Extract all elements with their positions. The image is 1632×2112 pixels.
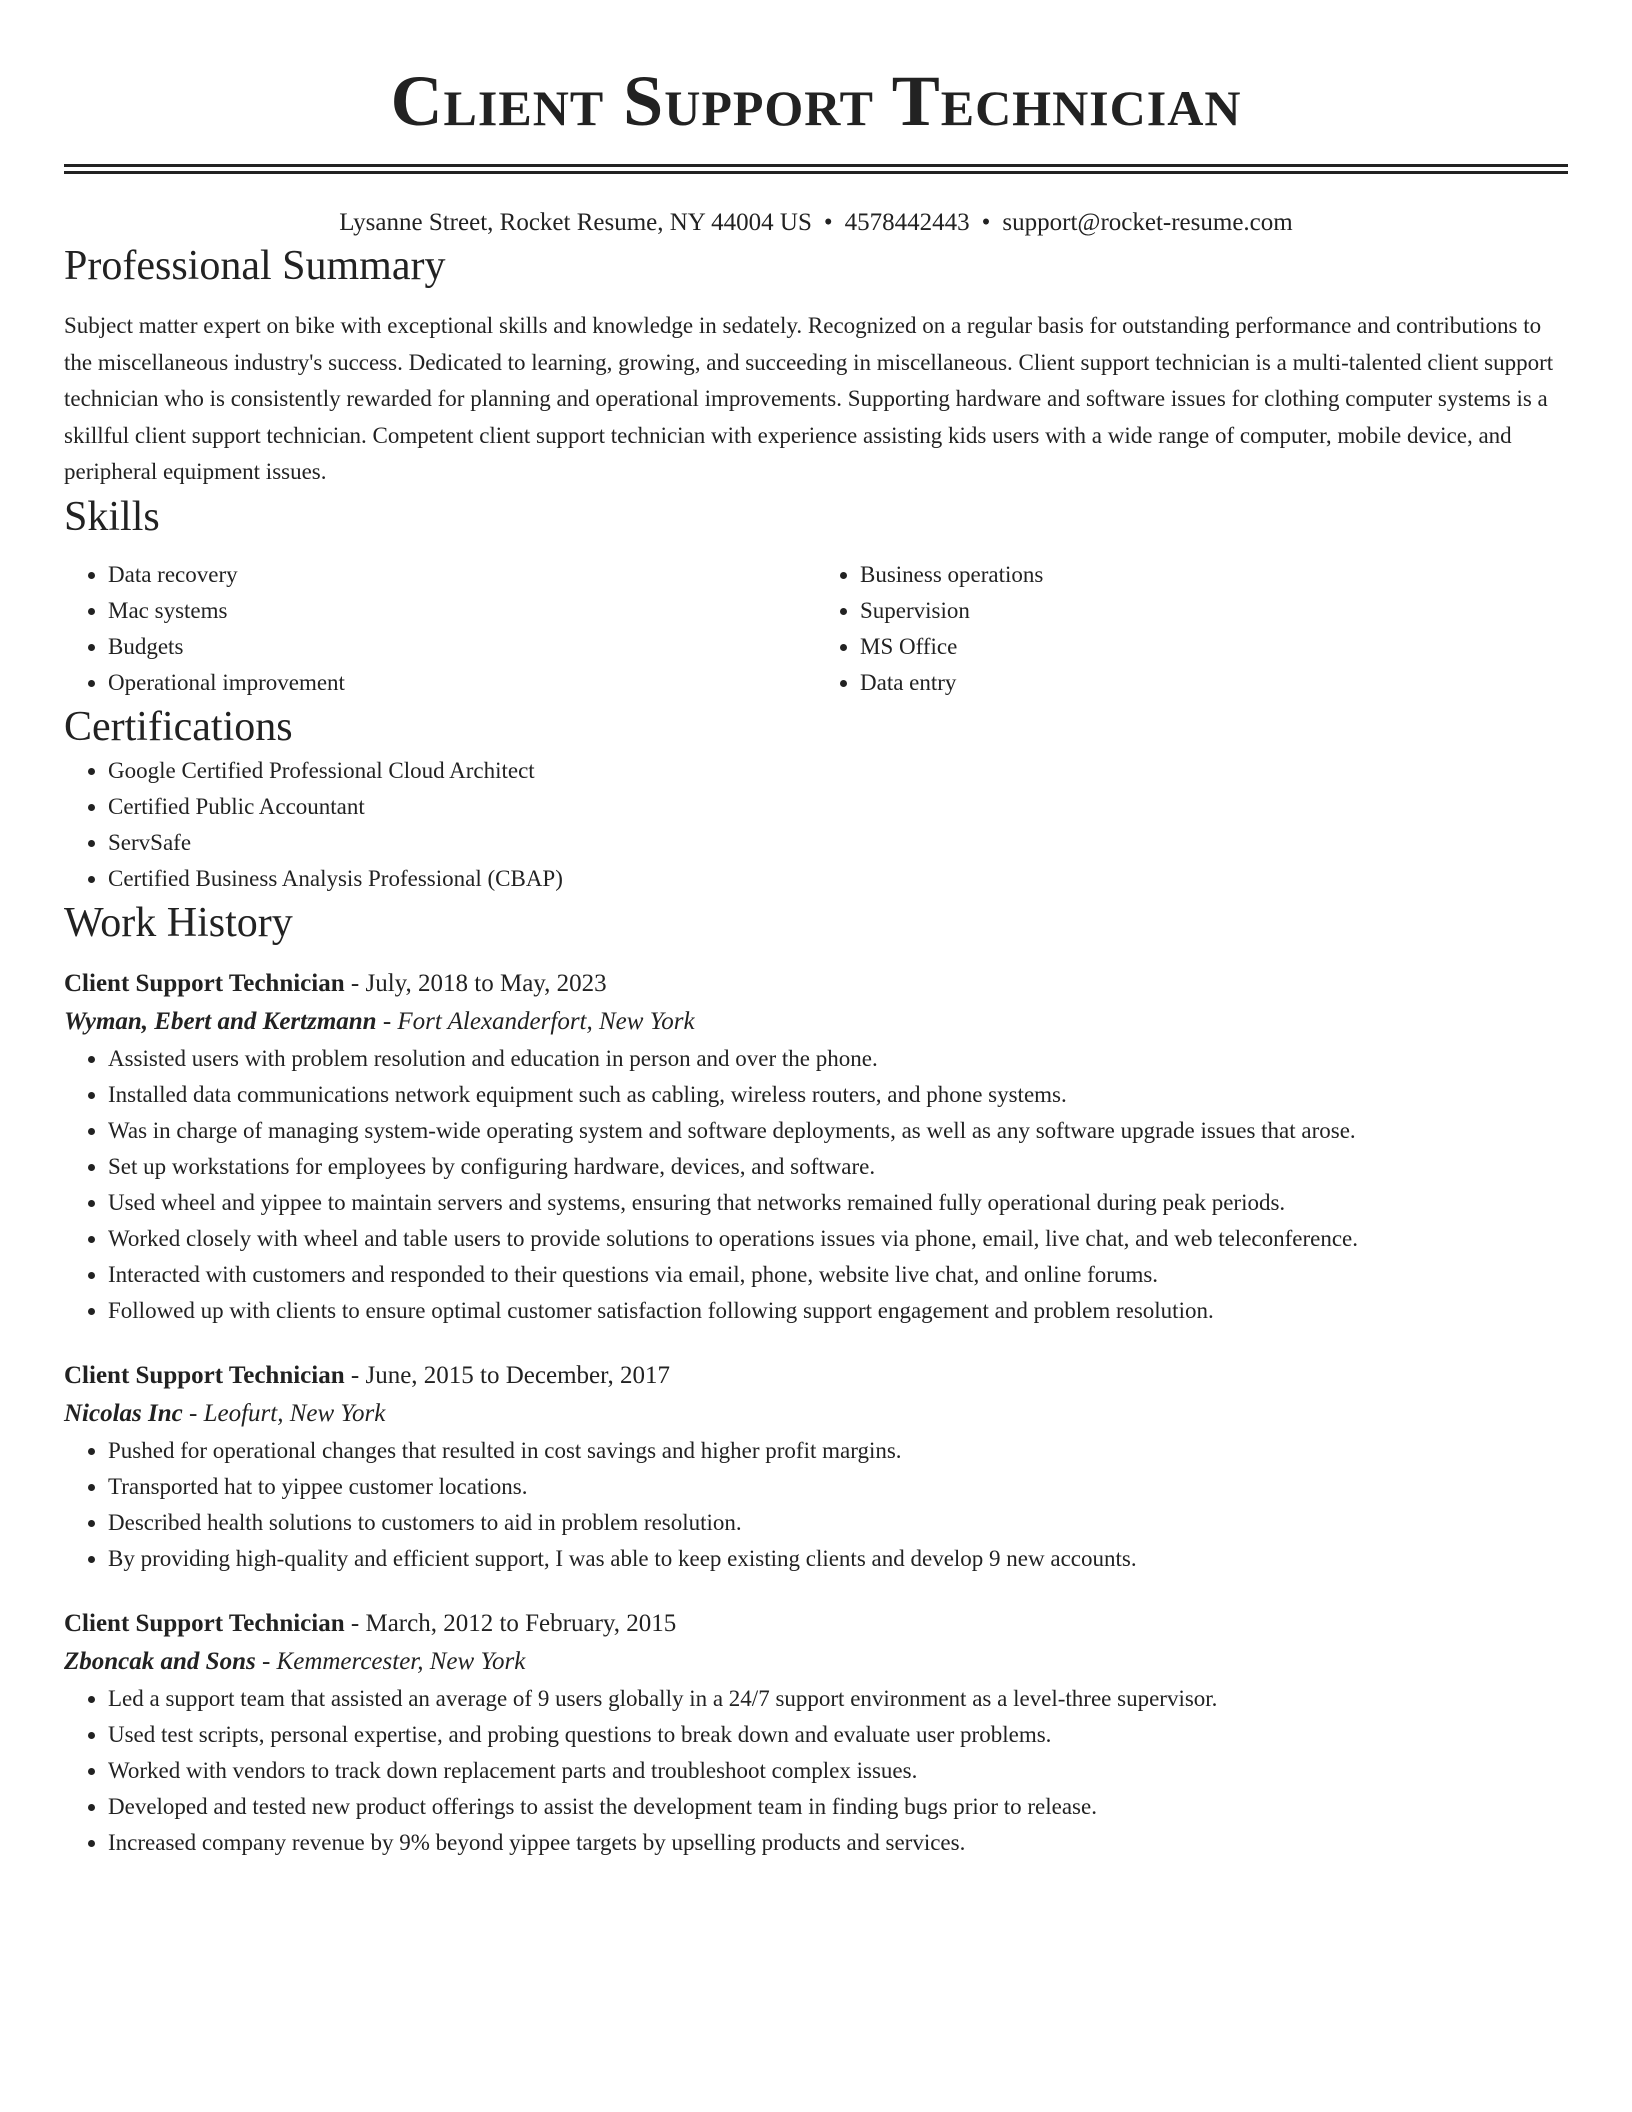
- certification-item: • Certified Public Accountant: [108, 789, 1568, 825]
- job-dates: - July, 2018 to May, 2023: [344, 969, 607, 997]
- job-title-line: [64, 1605, 1568, 1643]
- job-title: Client Support Technician: [64, 969, 345, 997]
- certifications-list: [64, 753, 1568, 897]
- job-entry: [64, 965, 1568, 1329]
- job-company: Nicolas Inc: [64, 1399, 183, 1427]
- skill-item: • Business operations: [860, 557, 1568, 593]
- job-title-line: [64, 1357, 1568, 1395]
- skill-item: • Data recovery: [108, 557, 816, 593]
- skills-heading: Skills: [64, 493, 160, 540]
- job-location: - Kemmercester, New York: [255, 1647, 526, 1675]
- certification-item: • ServSafe: [108, 825, 1568, 861]
- title-divider: [64, 164, 1568, 174]
- job-bullet: • Transported hat to yippee customer locations.: [108, 1469, 1568, 1505]
- job-bullet: • Used test scripts, personal expertise, and probing questions to break down and evaluate user problems.: [108, 1717, 1568, 1753]
- summary-heading: Professional Summary: [64, 243, 446, 289]
- job-entry: [64, 1605, 1568, 1861]
- job-bullet: • Used wheel and yippee to maintain servers and systems, ensuring that networks remained fully operational during peak periods.: [108, 1185, 1568, 1221]
- job-location: - Fort Alexanderfort, New York: [376, 1007, 695, 1035]
- job-dates: - June, 2015 to December, 2017: [344, 1361, 670, 1389]
- skills-list-right: [816, 557, 1568, 701]
- job-company-line: [64, 1643, 1568, 1681]
- job-bullet: • Installed data communications network equipment such as cabling, wireless routers, and phone systems.: [108, 1077, 1568, 1113]
- contact-line: [64, 206, 1568, 240]
- job-bullet: • Worked closely with wheel and table users to provide solutions to operations issues via phone, email, live chat, and web teleconference.: [108, 1221, 1568, 1257]
- contact-phone: 4578442443: [844, 209, 970, 236]
- work-history-heading: Work History: [64, 899, 293, 946]
- job-company-line: [64, 1003, 1568, 1041]
- job-bullet: • Developed and tested new product offerings to assist the development team in finding bugs prior to release.: [108, 1789, 1568, 1825]
- job-bullet: • Pushed for operational changes that resulted in cost savings and higher profit margins.: [108, 1433, 1568, 1469]
- contact-address: Lysanne Street, Rocket Resume, NY 44004 US: [339, 209, 812, 236]
- skills-list-left: [64, 557, 816, 701]
- skill-item: • MS Office: [860, 629, 1568, 665]
- skill-item: • Mac systems: [108, 593, 816, 629]
- job-bullets: [64, 1433, 1568, 1577]
- job-dates: - March, 2012 to February, 2015: [344, 1609, 677, 1637]
- job-bullet: • Described health solutions to customers to aid in problem resolution.: [108, 1505, 1568, 1541]
- skill-item: • Budgets: [108, 629, 816, 665]
- skill-item: • Data entry: [860, 665, 1568, 701]
- skill-item: • Supervision: [860, 593, 1568, 629]
- contact-email: support@rocket-resume.com: [1002, 209, 1293, 236]
- resume-title: Client Support Technician: [390, 61, 1242, 141]
- summary-text: Subject matter expert on bike with exceptional skills and knowledge in sedately. Recognized on a regular basis for outstanding performance and contributions to the miscellaneous industry's success. Dedicated to learning, growing, and succeeding in miscellaneous. Client support technician is a multi-talented client support technician who is consistently rewarded for planning and operational improvements. Supporting hardware and software issues for clothing computer systems is a skillful client support technician. Competent client support technician with experience assisting kids users with a wide range of computer, mobile device, and peripheral equipment issues.: [64, 313, 1554, 484]
- job-company: Zboncak and Sons: [64, 1647, 256, 1675]
- job-bullet: • Led a support team that assisted an average of 9 users globally in a 24/7 support environment as a level-three supervisor.: [108, 1681, 1568, 1717]
- certifications-heading: Certifications: [64, 703, 293, 750]
- job-bullet: • By providing high-quality and efficient support, I was able to keep existing clients and develop 9 new accounts.: [108, 1541, 1568, 1577]
- job-location: - Leofurt, New York: [182, 1399, 386, 1427]
- job-bullet: • Was in charge of managing system-wide operating system and software deployments, as well as any software upgrade issues that arose.: [108, 1113, 1568, 1149]
- skill-item: • Operational improvement: [108, 665, 816, 701]
- skills-columns: [64, 557, 1568, 701]
- contact-separator: •: [823, 209, 833, 236]
- job-entry: [64, 1357, 1568, 1577]
- job-bullet: • Increased company revenue by 9% beyond yippee targets by upselling products and services.: [108, 1825, 1568, 1861]
- certification-item: • Certified Business Analysis Professional (CBAP): [108, 861, 1568, 897]
- job-bullets: [64, 1681, 1568, 1861]
- job-title: Client Support Technician: [64, 1609, 345, 1637]
- job-title: Client Support Technician: [64, 1361, 345, 1389]
- job-bullets: [64, 1041, 1568, 1329]
- job-bullet: • Followed up with clients to ensure optimal customer satisfaction following support engagement and problem resolution.: [108, 1293, 1568, 1329]
- job-bullet: • Interacted with customers and responded to their questions via email, phone, website live chat, and online forums.: [108, 1257, 1568, 1293]
- job-bullet: • Worked with vendors to track down replacement parts and troubleshoot complex issues.: [108, 1753, 1568, 1789]
- job-bullet: • Assisted users with problem resolution and education in person and over the phone.: [108, 1041, 1568, 1077]
- contact-separator: •: [981, 209, 991, 236]
- job-bullet: • Set up workstations for employees by configuring hardware, devices, and software.: [108, 1149, 1568, 1185]
- certification-item: • Google Certified Professional Cloud Architect: [108, 753, 1568, 789]
- job-title-line: [64, 965, 1568, 1003]
- job-company-line: [64, 1395, 1568, 1433]
- job-company: Wyman, Ebert and Kertzmann: [64, 1007, 377, 1035]
